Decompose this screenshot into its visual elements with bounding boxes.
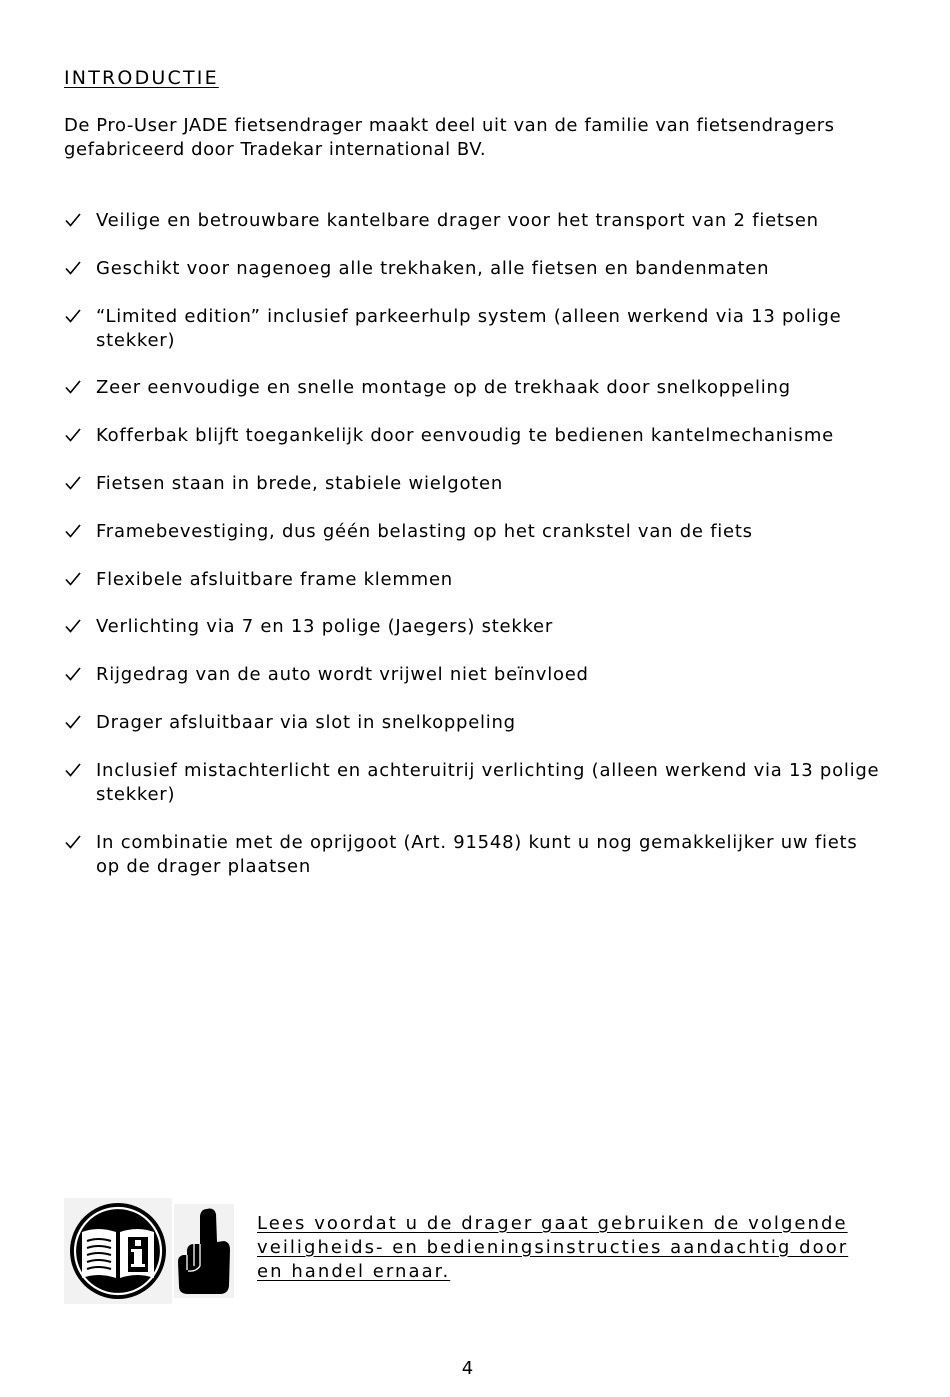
checkmark-icon (64, 376, 82, 400)
feature-item (64, 759, 884, 807)
feature-item (64, 472, 884, 496)
feature-text: Geschikt voor nagenoeg alle trekhaken, alle fietsen en bandenmaten (96, 257, 770, 279)
feature-item (64, 663, 884, 687)
feature-item (64, 615, 884, 639)
checkmark-icon (64, 257, 82, 281)
feature-text: Fietsen staan in brede, stabiele wielgoten (96, 472, 504, 494)
feature-text: Framebevestiging, dus géén belasting op het crankstel van de fiets (96, 520, 753, 542)
feature-item (64, 568, 884, 592)
info-book-icon (64, 1198, 172, 1304)
feature-text: Verlichting via 7 en 13 polige (Jaegers) stekker (96, 616, 554, 638)
feature-text: Inclusief mistachterlicht en achteruitrij verlichting (alleen werkend via 13 polige stekker) (96, 759, 880, 805)
checkmark-icon (64, 831, 82, 855)
checkmark-icon (64, 711, 82, 735)
feature-item (64, 376, 884, 400)
feature-list (64, 209, 884, 902)
feature-text: Veilige en betrouwbare kantelbare drager voor het transport van 2 fietsen (96, 210, 819, 231)
feature-item (64, 520, 884, 544)
checkmark-icon (64, 663, 82, 687)
checkmark-icon (64, 520, 82, 544)
checkmark-icon (64, 615, 82, 639)
feature-text: Rijgedrag van de auto wordt vrijwel niet beïnvloed (96, 664, 589, 686)
notice-text: Lees voordat u de drager gaat gebruiken de volgende veiligheids- en bedieningsinstructies aandachtig door en handel ernaar. (257, 1213, 849, 1282)
feature-item (64, 424, 884, 448)
feature-text: Kofferbak blijft toegankelijk door eenvoudig te bedienen kantelmechanisme (96, 425, 834, 447)
safety-notice (64, 1198, 864, 1304)
feature-text: Zeer eenvoudige en snelle montage op de trekhaak door snelkoppeling (96, 377, 791, 399)
feature-text: Drager afsluitbaar via slot in snelkoppeling (96, 711, 516, 733)
checkmark-icon (64, 568, 82, 592)
checkmark-icon (64, 759, 82, 783)
feature-text: Flexibele afsluitbare frame klemmen (96, 568, 453, 590)
feature-item (64, 711, 884, 735)
checkmark-icon (64, 424, 82, 448)
feature-text: “Limited edition” inclusief parkeerhulp system (alleen werkend via 13 polige stekker) (96, 305, 842, 351)
feature-item (64, 257, 884, 281)
checkmark-icon (64, 209, 82, 233)
checkmark-icon (64, 472, 82, 496)
intro-paragraph: De Pro-User JADE fietsendrager maakt deel uit van de familie van fietsendragers gefabriceerd door Tradekar international BV. (64, 115, 835, 160)
feature-item (64, 209, 884, 233)
feature-text: In combinatie met de oprijgoot (Art. 91548) kunt u nog gemakkelijker uw fiets op de drager plaatsen (96, 831, 858, 877)
feature-item (64, 831, 884, 879)
page-number: 4 (461, 1358, 474, 1379)
checkmark-icon (64, 305, 82, 329)
feature-item (64, 305, 884, 353)
pointing-hand-icon (174, 1204, 234, 1298)
section-heading: INTRODUCTIE (64, 67, 219, 89)
